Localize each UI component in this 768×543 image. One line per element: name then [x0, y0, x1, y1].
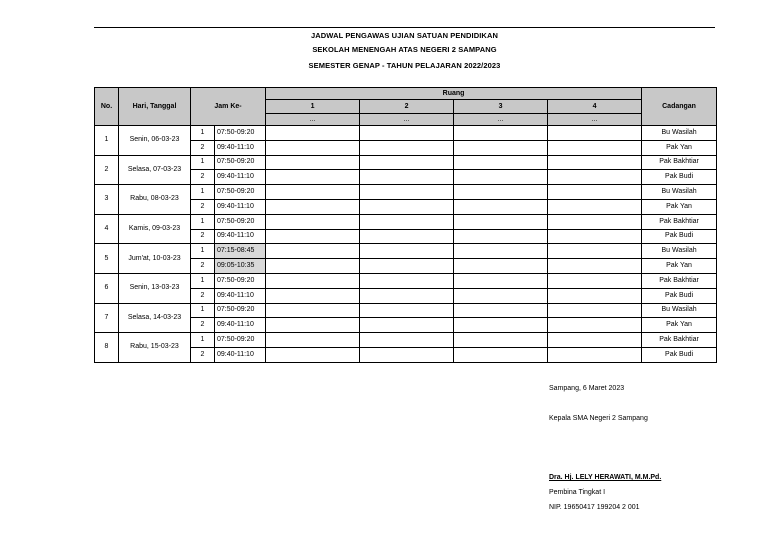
session-number: 2 — [191, 259, 215, 274]
room-cell — [360, 199, 454, 214]
row-number: 3 — [95, 185, 119, 215]
room-cell — [454, 126, 548, 141]
session-time: 09:40-11:10 — [215, 347, 266, 362]
session-time: 07:50-09:20 — [215, 214, 266, 229]
room-cell — [454, 288, 548, 303]
session-time: 07:50-09:20 — [215, 126, 266, 141]
room-cell — [454, 155, 548, 170]
session-number: 1 — [191, 185, 215, 200]
room-cell — [454, 347, 548, 362]
room-cell — [548, 126, 642, 141]
room-cell — [266, 244, 360, 259]
session-number: 1 — [191, 303, 215, 318]
room-cell — [266, 185, 360, 200]
signatory-nip: NIP. 19650417 199204 2 001 — [549, 504, 640, 511]
row-day: Rabu, 08-03-23 — [119, 185, 191, 215]
session-number: 2 — [191, 318, 215, 333]
row-day: Selasa, 07-03-23 — [119, 155, 191, 185]
session-number: 1 — [191, 126, 215, 141]
table-body — [95, 126, 717, 363]
signatory-name: Dra. Hj. LELY HERAWATI, M.M.Pd. — [549, 474, 662, 481]
col-header-cadangan: Cadangan — [642, 88, 717, 126]
room-cell — [360, 347, 454, 362]
room-subheader: ... — [266, 114, 360, 126]
table-row — [95, 126, 717, 141]
semester-label: SEMESTER GENAP - TAHUN PELAJARAN 2022/2023 — [308, 61, 501, 70]
room-cell — [548, 273, 642, 288]
signatory-position: Kepala SMA Negeri 2 Sampang — [549, 415, 648, 422]
room-cell — [266, 126, 360, 141]
room-subheader: ... — [360, 114, 454, 126]
session-time: 07:15-08:45 — [215, 244, 266, 259]
reserve-proctor: Pak Budi — [642, 288, 717, 303]
room-cell — [548, 259, 642, 274]
room-cell — [266, 229, 360, 244]
room-cell — [360, 155, 454, 170]
room-cell — [266, 155, 360, 170]
room-cell — [548, 214, 642, 229]
room-cell — [548, 318, 642, 333]
reserve-proctor: Pak Bakhtiar — [642, 214, 717, 229]
session-number: 2 — [191, 347, 215, 362]
room-cell — [548, 229, 642, 244]
reserve-proctor: Pak Yan — [642, 259, 717, 274]
reserve-proctor: Pak Yan — [642, 140, 717, 155]
room-cell — [266, 140, 360, 155]
table-row — [95, 244, 717, 259]
session-time: 09:40-11:10 — [215, 199, 266, 214]
row-day: Selasa, 14-03-23 — [119, 303, 191, 333]
room-cell — [266, 273, 360, 288]
row-day: Jum'at, 10-03-23 — [119, 244, 191, 274]
reserve-proctor: Bu Wasilah — [642, 303, 717, 318]
session-time: 07:50-09:20 — [215, 185, 266, 200]
room-cell — [548, 170, 642, 185]
session-number: 2 — [191, 229, 215, 244]
room-cell — [266, 214, 360, 229]
table-row — [95, 303, 717, 318]
room-cell — [266, 288, 360, 303]
room-cell — [548, 140, 642, 155]
session-time: 09:40-11:10 — [215, 140, 266, 155]
col-header-jam: Jam Ke- — [191, 88, 266, 126]
room-cell — [454, 273, 548, 288]
row-number: 7 — [95, 303, 119, 333]
room-cell — [548, 199, 642, 214]
room-cell — [360, 259, 454, 274]
room-cell — [360, 273, 454, 288]
room-cell — [454, 140, 548, 155]
session-time: 07:50-09:20 — [215, 303, 266, 318]
room-cell — [454, 214, 548, 229]
room-cell — [360, 244, 454, 259]
row-day: Kamis, 09-03-23 — [119, 214, 191, 244]
col-header-no: No. — [95, 88, 119, 126]
session-number: 1 — [191, 214, 215, 229]
room-cell — [266, 318, 360, 333]
table-row — [95, 333, 717, 348]
room-header: 2 — [360, 100, 454, 114]
room-cell — [360, 333, 454, 348]
col-header-day: Hari, Tanggal — [119, 88, 191, 126]
room-cell — [548, 303, 642, 318]
room-cell — [548, 347, 642, 362]
room-cell — [454, 199, 548, 214]
session-number: 1 — [191, 333, 215, 348]
signatory-rank: Pembina Tingkat I — [549, 489, 606, 496]
row-day: Senin, 06-03-23 — [119, 126, 191, 156]
reserve-proctor: Pak Bakhtiar — [642, 273, 717, 288]
room-cell — [454, 185, 548, 200]
school-name: SEKOLAH MENENGAH ATAS NEGERI 2 SAMPANG — [312, 45, 497, 54]
session-time: 09:05-10:35 — [215, 259, 266, 274]
room-cell — [266, 199, 360, 214]
room-cell — [454, 229, 548, 244]
session-number: 2 — [191, 199, 215, 214]
room-cell — [360, 288, 454, 303]
session-time: 09:40-11:10 — [215, 318, 266, 333]
session-time: 09:40-11:10 — [215, 229, 266, 244]
row-number: 2 — [95, 155, 119, 185]
schedule-table — [94, 87, 717, 363]
session-number: 2 — [191, 288, 215, 303]
room-cell — [360, 318, 454, 333]
room-cell — [266, 303, 360, 318]
col-header-ruang: Ruang — [266, 88, 642, 100]
reserve-proctor: Bu Wasilah — [642, 126, 717, 141]
reserve-proctor: Pak Bakhtiar — [642, 333, 717, 348]
row-number: 5 — [95, 244, 119, 274]
room-cell — [360, 140, 454, 155]
room-subheader: ... — [454, 114, 548, 126]
session-time: 07:50-09:20 — [215, 273, 266, 288]
reserve-proctor: Pak Bakhtiar — [642, 155, 717, 170]
row-number: 1 — [95, 126, 119, 156]
room-cell — [548, 155, 642, 170]
session-time: 07:50-09:20 — [215, 333, 266, 348]
header-rule — [94, 27, 715, 28]
row-number: 6 — [95, 273, 119, 303]
reserve-proctor: Pak Budi — [642, 229, 717, 244]
room-subheader: ... — [548, 114, 642, 126]
session-number: 1 — [191, 273, 215, 288]
doc-title: JADWAL PENGAWAS UJIAN SATUAN PENDIDIKAN — [311, 31, 498, 40]
room-cell — [360, 126, 454, 141]
table-row — [95, 214, 717, 229]
room-header: 3 — [454, 100, 548, 114]
room-cell — [548, 185, 642, 200]
session-number: 2 — [191, 140, 215, 155]
place-date: Sampang, 6 Maret 2023 — [549, 385, 625, 392]
room-header: 4 — [548, 100, 642, 114]
session-time: 07:50-09:20 — [215, 155, 266, 170]
room-cell — [266, 347, 360, 362]
room-cell — [454, 303, 548, 318]
room-cell — [548, 244, 642, 259]
table-row — [95, 273, 717, 288]
room-cell — [548, 333, 642, 348]
room-cell — [266, 259, 360, 274]
room-cell — [454, 318, 548, 333]
room-header: 1 — [266, 100, 360, 114]
table-row — [95, 185, 717, 200]
session-number: 2 — [191, 170, 215, 185]
reserve-proctor: Pak Yan — [642, 199, 717, 214]
session-time: 09:40-11:10 — [215, 170, 266, 185]
reserve-proctor: Pak Budi — [642, 347, 717, 362]
reserve-proctor: Pak Budi — [642, 170, 717, 185]
room-cell — [266, 333, 360, 348]
row-number: 8 — [95, 333, 119, 363]
table-header — [95, 88, 717, 126]
room-cell — [454, 170, 548, 185]
room-cell — [360, 170, 454, 185]
room-cell — [548, 288, 642, 303]
reserve-proctor: Bu Wasilah — [642, 244, 717, 259]
room-cell — [360, 303, 454, 318]
session-number: 1 — [191, 244, 215, 259]
reserve-proctor: Pak Yan — [642, 318, 717, 333]
room-cell — [360, 214, 454, 229]
table-row — [95, 155, 717, 170]
room-cell — [454, 259, 548, 274]
row-number: 4 — [95, 214, 119, 244]
row-day: Senin, 13-03-23 — [119, 273, 191, 303]
room-cell — [360, 229, 454, 244]
session-time: 09:40-11:10 — [215, 288, 266, 303]
room-cell — [360, 185, 454, 200]
room-cell — [266, 170, 360, 185]
reserve-proctor: Bu Wasilah — [642, 185, 717, 200]
room-cell — [454, 333, 548, 348]
row-day: Rabu, 15-03-23 — [119, 333, 191, 363]
room-cell — [454, 244, 548, 259]
session-number: 1 — [191, 155, 215, 170]
